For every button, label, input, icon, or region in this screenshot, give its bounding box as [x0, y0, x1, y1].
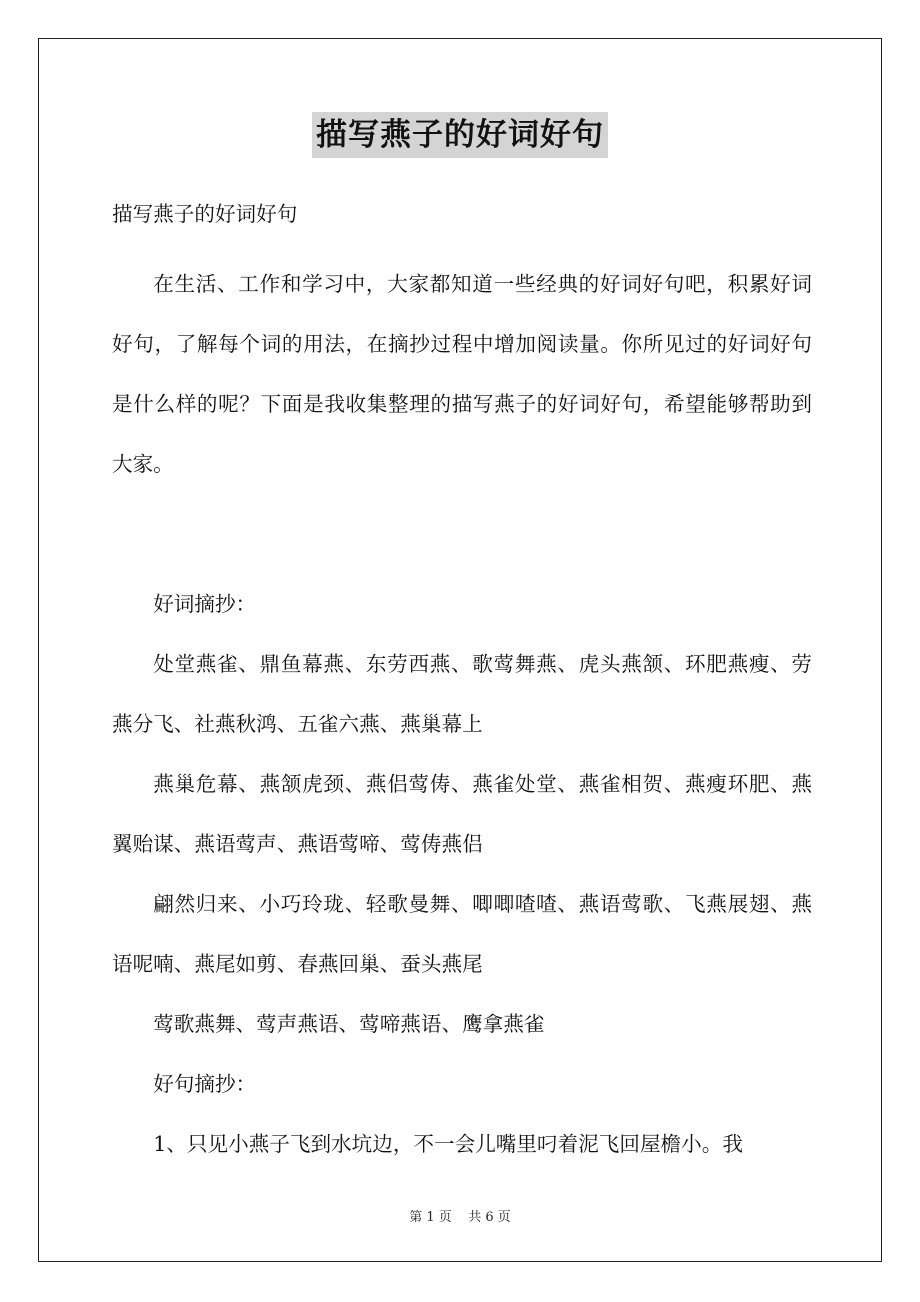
word-group-3: 翩然归来、小巧玲珑、轻歌曼舞、唧唧喳喳、燕语莺歌、飞燕展翅、燕语呢喃、燕尾如剪、春燕回巢、蚕头燕尾: [112, 892, 812, 976]
word-group-4: 莺歌燕舞、莺声燕语、莺啼燕语、鹰拿燕雀: [153, 1012, 545, 1036]
sentences-heading: 好句摘抄：: [153, 1072, 257, 1096]
intro-paragraph: 在生活、工作和学习中，大家都知道一些经典的好词好句吧，积累好词好句，了解每个词的用法，在摘抄过程中增加阅读量。你所见过的好词好句是什么样的呢？下面是我收集整理的描写燕子的好词好句，希望能够帮助到大家。: [112, 272, 812, 476]
word-group-1: 处堂燕雀、鼎鱼幕燕、东劳西燕、歌莺舞燕、虎头燕颔、环肥燕瘦、劳燕分飞、社燕秋鸿、五雀六燕、燕巢幕上: [112, 652, 812, 736]
title-container: [0, 112, 920, 158]
page-footer: [0, 1206, 920, 1225]
document-subtitle: 描写燕子的好词好句: [112, 202, 298, 226]
page-number: 第 1 页 共 6 页: [409, 1210, 511, 1225]
document-body: [112, 194, 812, 1174]
words-heading: 好词摘抄：: [153, 592, 257, 616]
blank-line: [112, 514, 812, 574]
sentence-1: 1、只见小燕子飞到水坑边，不一会儿嘴里叼着泥飞回屋檐小。我: [153, 1132, 743, 1156]
word-group-2: 燕巢危幕、燕颔虎颈、燕侣莺俦、燕雀处堂、燕雀相贺、燕瘦环肥、燕翼贻谋、燕语莺声、燕语莺啼、莺俦燕侣: [112, 772, 812, 856]
document-title: 描写燕子的好词好句: [312, 112, 608, 158]
